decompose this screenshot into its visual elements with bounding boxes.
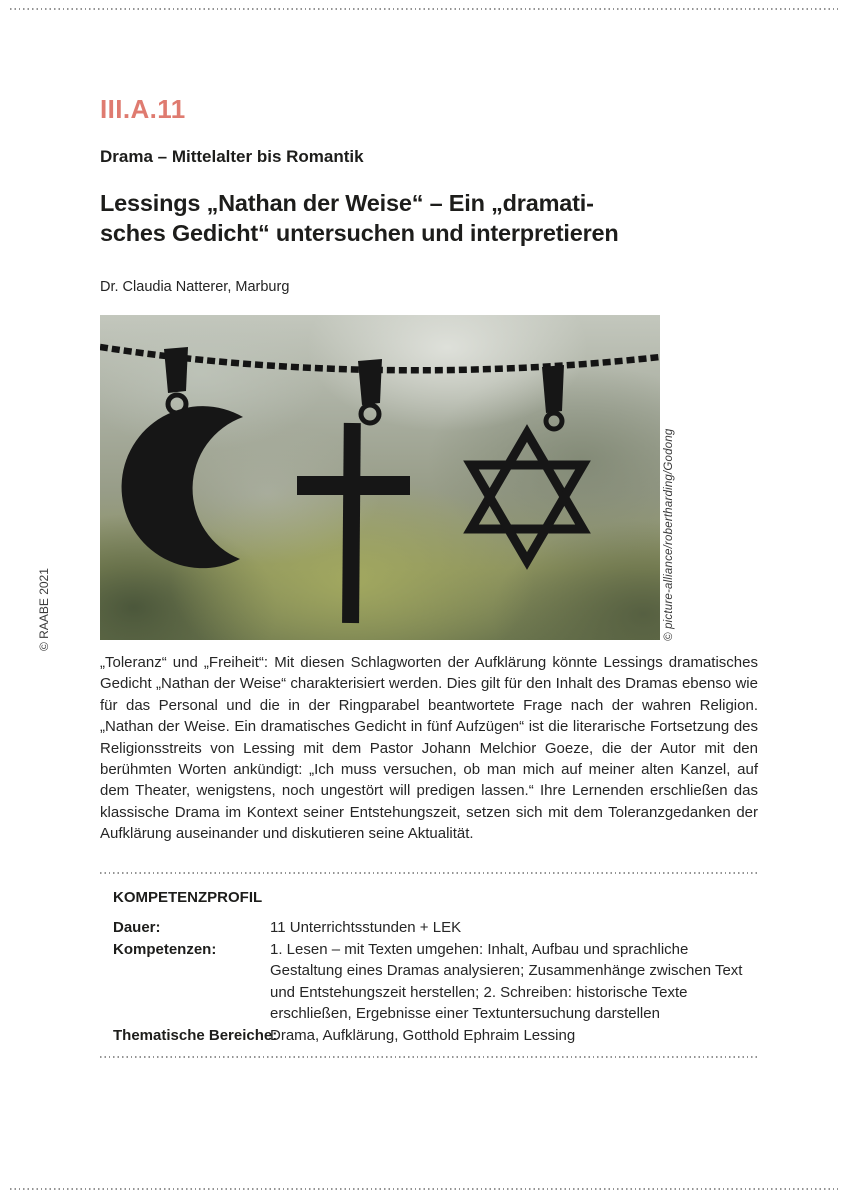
series-heading: Drama – Mittelalter bis Romantik — [100, 147, 364, 166]
photo-credit: © picture-alliance/robertharding/Godong — [663, 428, 675, 641]
star-of-david-icon — [471, 365, 583, 561]
kompetenzprofil-heading: KOMPETENZPROFIL — [113, 889, 263, 906]
row-value-thematische-bereiche: Drama, Aufklärung, Gotthold Ephraim Lessing — [270, 1026, 576, 1044]
crescent-icon — [122, 347, 243, 568]
row-label-dauer: Dauer: — [113, 919, 161, 936]
page-title-line2: sches Gedicht“ untersuchen und interpretieren — [100, 220, 619, 246]
unit-code: III.A.11 — [100, 94, 186, 124]
intro-paragraph: „Toleranz“ und „Freiheit“: Mit diesen Schlagworten der Aufklärung könnte Lessings dramatisches Gedicht „Nathan der Weise“ charakterisiert werden. Dies gilt für den Inhalt des Dramas ebenso wie für das Personal und die in der Ringparabel beantwortete Frage nach der wahren Religion. „Nathan der Weise. Ein dramatisches Gedicht in fünf Aufzügen“ ist die literarische Fortsetzung des Religionsstreits von Lessing mit dem Pastor Johann Melchior Goeze, die der Autor mit den berühmten Worten ankündigt: „Ich muss versuchen, ob man mich auf meiner alten Kanzel, auf dem Theater, wenigstens, noch ungestört will predigen lassen.“ Ihre Lernenden erschließen das klassische Drama im Kontext seiner Entstehungszeit, setzen sich mit dem Toleranzgedanken der Aufklärung auseinander und diskutieren seine Aktualität. — [100, 654, 758, 843]
row-label-thematische-bereiche: Thematische Bereiche: — [113, 1026, 278, 1044]
page-title — [100, 188, 760, 248]
cross-icon — [297, 359, 410, 623]
kompetenzprofil-bottom-dotted-border — [100, 1056, 758, 1058]
page-top-dotted-border — [10, 8, 838, 10]
religious-symbols-photo — [100, 315, 660, 640]
row-label-kompetenzen: Kompetenzen: — [113, 940, 217, 958]
page-bottom-dotted-border — [10, 1188, 838, 1190]
kompetenzprofil-table — [113, 917, 758, 1046]
author-line: Dr. Claudia Natterer, Marburg — [100, 279, 290, 295]
kompetenzprofil-top-dotted-border — [100, 872, 758, 874]
photo-overlay — [100, 315, 660, 640]
page-title-line1: Lessings „Nathan der Weise“ – Ein „dramati- — [100, 190, 594, 216]
row-value-kompetenzen: 1. Lesen – mit Texten umgehen: Inhalt, Aufbau und sprachliche Gestaltung eines Dramas analysieren; Zusammenhänge zwischen Text und Entstehungszeit herstellen; 2. Schreiben: historische Texte erschließen, Ergebnisse einer Textuntersuchung darstellen — [270, 940, 743, 1022]
copyright-raabe: © RAABE 2021 — [37, 568, 51, 651]
row-value-dauer: 11 Unterrichtsstunden + LEK — [270, 919, 462, 936]
kompetenzprofil-box — [100, 872, 758, 1046]
